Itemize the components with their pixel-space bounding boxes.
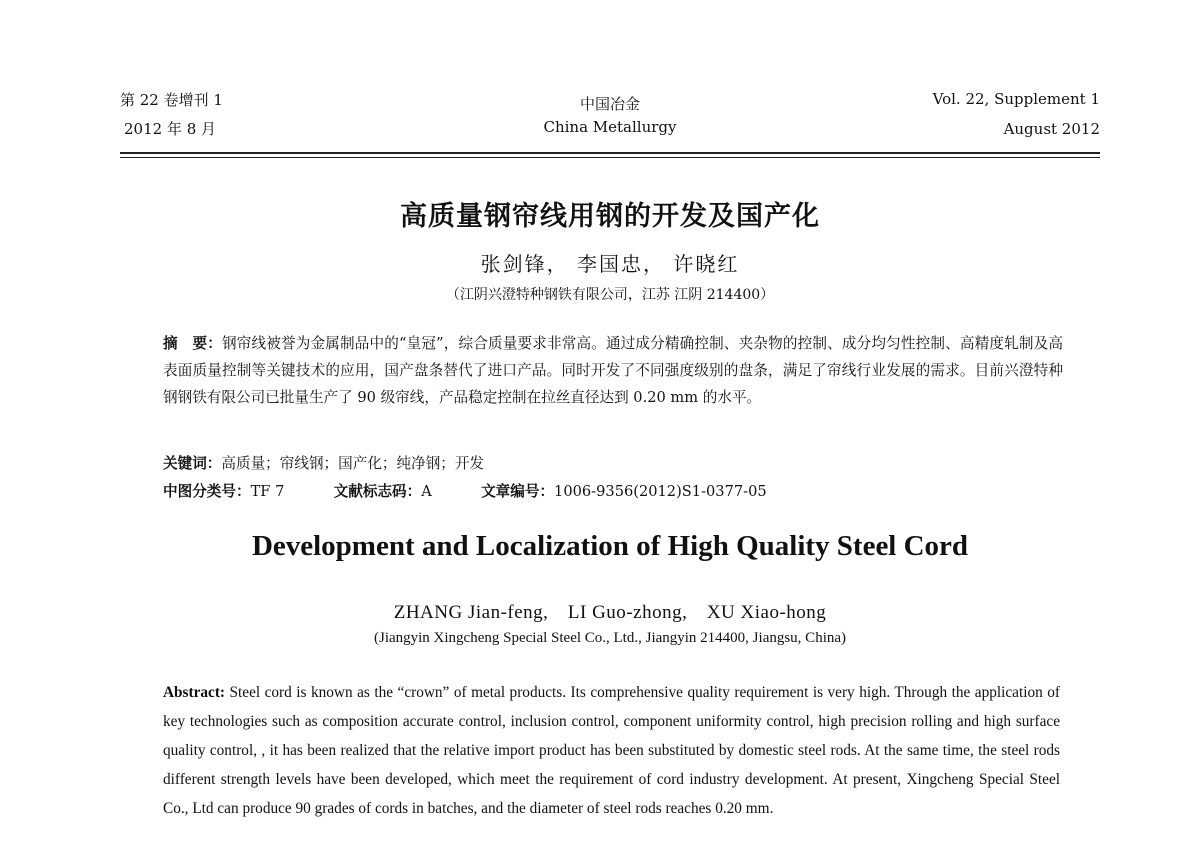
- abstract-cn: [163, 330, 1063, 411]
- classification-row: [163, 482, 767, 502]
- journal-date: 2012 年 8 月: [124, 120, 217, 138]
- abstract-cn-label: 摘 要：: [163, 335, 222, 352]
- authors-en: ZHANG Jian-feng, LI Guo-zhong, XU Xiao-hong: [393, 602, 827, 623]
- keywords-cn: [163, 454, 484, 474]
- paper-title-en: Development and Localization of High Quality Steel Cord: [251, 530, 969, 562]
- paper-title-cn: 高质量钢帘线用钢的开发及国产化: [400, 201, 820, 232]
- journal-name-cn: 中国冶金: [579, 95, 640, 113]
- doc-code-label: 文献标志码：: [333, 483, 422, 500]
- abstract-cn-text: 钢帘线被誉为金属制品中的“皇冠”，综合质量要求非常高。通过成分精确控制、夹杂物的控制、成分均匀性控制、高精度轧制及高表面质量控制等关键技术的应用，国产盘条替代了进口产品。同时开发了不同强度级别的盘条，满足了帘线行业发展的需求。目前兴澄特种钢钢铁有限公司已批量生产了 90 级帘线，产品稳定控制在拉丝直径达到 0.20 mm 的水平。: [163, 335, 1063, 406]
- affiliation-en: (Jiangyin Xingcheng Special Steel Co., Ltd., Jiangyin 214400, Jiangsu, China): [373, 630, 847, 646]
- article-number-label: 文章编号：: [481, 483, 555, 500]
- authors-cn: 张剑锋， 李国忠， 许晓红: [480, 252, 740, 276]
- journal-name-en: China Metallurgy: [543, 118, 677, 136]
- clc-label: 中图分类号：: [163, 483, 251, 500]
- keywords-cn-text: 高质量；帘线钢；国产化；纯净钢；开发: [221, 455, 485, 472]
- article-number-value: 1006-9356(2012)S1-0377-05: [554, 483, 767, 500]
- header-rule-top: [120, 152, 1100, 154]
- journal-volume: 第 22 卷增刊 1: [120, 91, 223, 109]
- abstract-en: [163, 678, 1060, 823]
- affiliation-cn: （江阴兴澄特种钢铁有限公司，江苏 江阴 214400）: [445, 287, 775, 303]
- journal-date-en: August 2012: [1003, 120, 1100, 138]
- keywords-cn-label: 关键词：: [163, 455, 222, 472]
- doc-code-value: A: [421, 483, 432, 500]
- abstract-en-label: Abstract:: [163, 684, 226, 701]
- abstract-en-text: Steel cord is known as the “crown” of metal products. Its comprehensive quality requirement is very high. Through the application of key technologies such as composition accurate control, inclusion control, component uniformity control, high precision rolling and high surface quality control, , it has been realized that the relative import product has been substituted by domestic steel rods. At the same time, the steel rods different strength levels have been developed, which meet the requirement of cord industry development. At present, Xingcheng Special Steel Co., Ltd can produce 90 grades of cords in batches, and the diameter of steel rods reaches 0.20 mm.: [163, 684, 1060, 817]
- header-rule-bottom: [120, 157, 1100, 158]
- clc-value: TF 7: [250, 483, 285, 500]
- journal-volume-en: Vol. 22, Supplement 1: [932, 90, 1100, 108]
